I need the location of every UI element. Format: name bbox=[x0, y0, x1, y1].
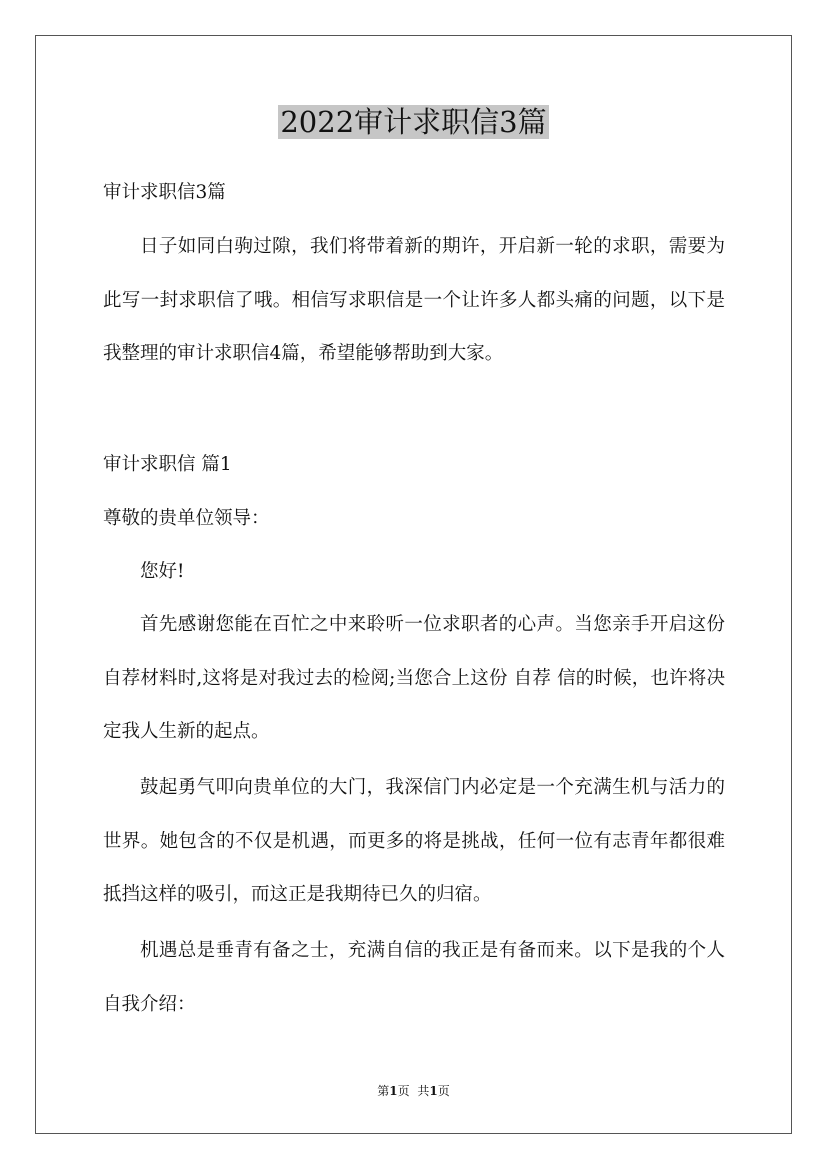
salutation: 尊敬的贵单位领导： bbox=[103, 508, 270, 529]
intro-paragraph: 日子如同白驹过隙，我们将带着新的期许，开启新一轮的求职，需要为此写一封求职信了哦。相信写求职信是一个让许多人都头痛的问题，以下是我整理的审计求职信4篇，希望能够帮助到大家。 bbox=[103, 236, 725, 364]
document-title bbox=[0, 104, 827, 140]
document-subtitle: 审计求职信3篇 bbox=[103, 182, 226, 203]
section-heading: 审计求职信 篇1 bbox=[103, 454, 232, 475]
document-title-text: 2022审计求职信3篇 bbox=[280, 105, 547, 139]
footer-page-current: 1 bbox=[389, 1084, 398, 1098]
body-paragraph-2: 鼓起勇气叩向贵单位的大门，我深信门内必定是一个充满生机与活力的世界。她包含的不仅是机遇，而更多的将是挑战，任何一位有志青年都很难抵挡这样的吸引，而这正是我期待已久的归宿。 bbox=[103, 777, 725, 905]
body-paragraph-1: 首先感谢您能在百忙之中来聆听一位求职者的心声。当您亲手开启这份自荐材料时,这将是对我过去的检阅;当您合上这份 自荐 信的时候，也许将决定我人生新的起点。 bbox=[103, 614, 725, 742]
footer-page-suffix: 页 bbox=[397, 1084, 410, 1098]
footer-page-total: 1 bbox=[429, 1084, 438, 1098]
page-footer bbox=[0, 1083, 827, 1099]
footer-page-prefix: 第 bbox=[377, 1084, 390, 1098]
footer-total-prefix: 共 bbox=[417, 1084, 430, 1098]
body-paragraph-3: 机遇总是垂青有备之士，充满自信的我正是有备而来。以下是我的个人自我介绍： bbox=[103, 940, 725, 1015]
greeting: 您好! bbox=[140, 561, 185, 582]
footer-total-suffix: 页 bbox=[437, 1084, 450, 1098]
